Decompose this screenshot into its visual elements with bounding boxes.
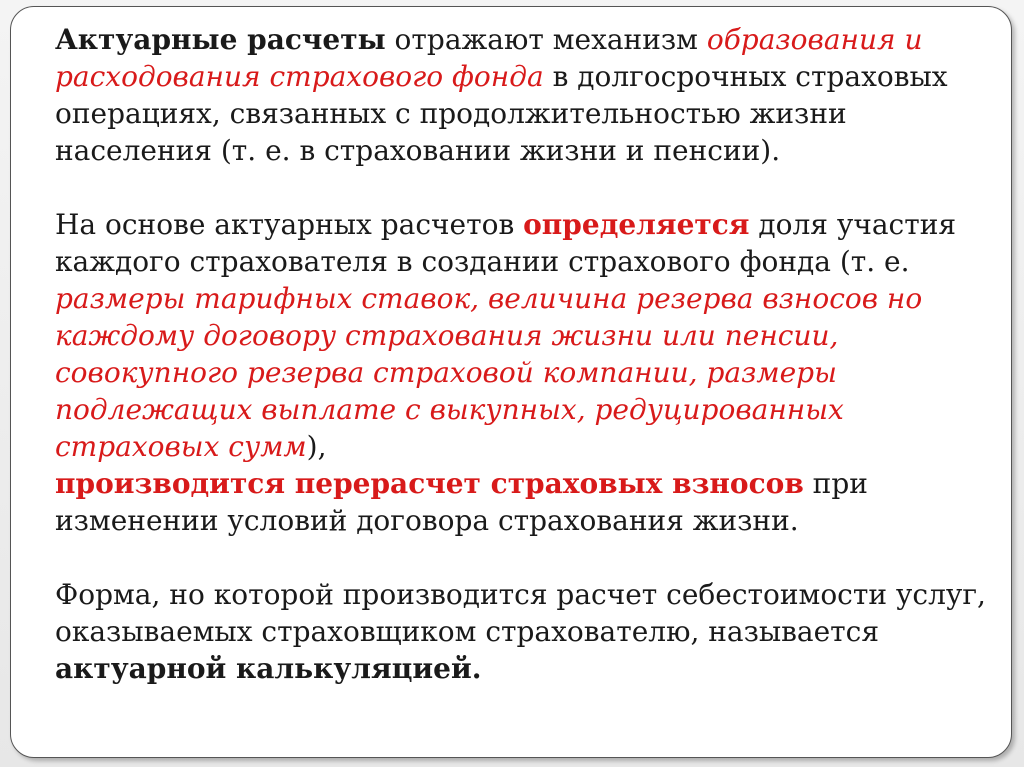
- paragraph-text: отражают механизм: [385, 23, 707, 56]
- paragraph-text: при изменении условий договора страхования жизни.: [55, 467, 868, 537]
- highlight-tariff-sizes: размеры тарифных ставок, величина резерва взносов но каждому договору страхования жизни или пенсии, совокупного резерва страховой компании, размеры подлежащих выплате с выкупных, редуцированных страховых сумм: [55, 282, 923, 463]
- paragraph-actuarial-definition: [55, 21, 995, 169]
- paragraph-text: ),: [306, 430, 327, 463]
- paragraph-actuarial-costing: [55, 576, 995, 687]
- paragraph-text: На основе актуарных расчетов: [55, 208, 524, 241]
- term-actuarial-costing: актуарной калькуляцией.: [55, 652, 482, 685]
- highlight-fund-formation: образования и расходования страхового фонда: [55, 23, 923, 93]
- paragraph-text: доля участия каждого страхователя в создании страхового фонда (т. е.: [55, 208, 957, 278]
- slide-card: [10, 6, 1012, 758]
- paragraph-determination: [55, 206, 995, 539]
- paragraph-text: в долгосрочных страховых операциях, связанных с продолжительностью жизни населения (т. е. в страховании жизни и пенсии).: [55, 60, 948, 167]
- keyword-determined: определяется: [523, 208, 750, 241]
- paragraph-text: Форма, но которой производится расчет себестоимости услуг, оказываемых страховщиком страхователю, называется: [55, 578, 986, 648]
- slide-content: [55, 21, 995, 687]
- keyword-recalculation: производится перерасчет страховых взносов: [55, 467, 804, 500]
- term-actuarial-calculations: Актуарные расчеты: [55, 23, 386, 56]
